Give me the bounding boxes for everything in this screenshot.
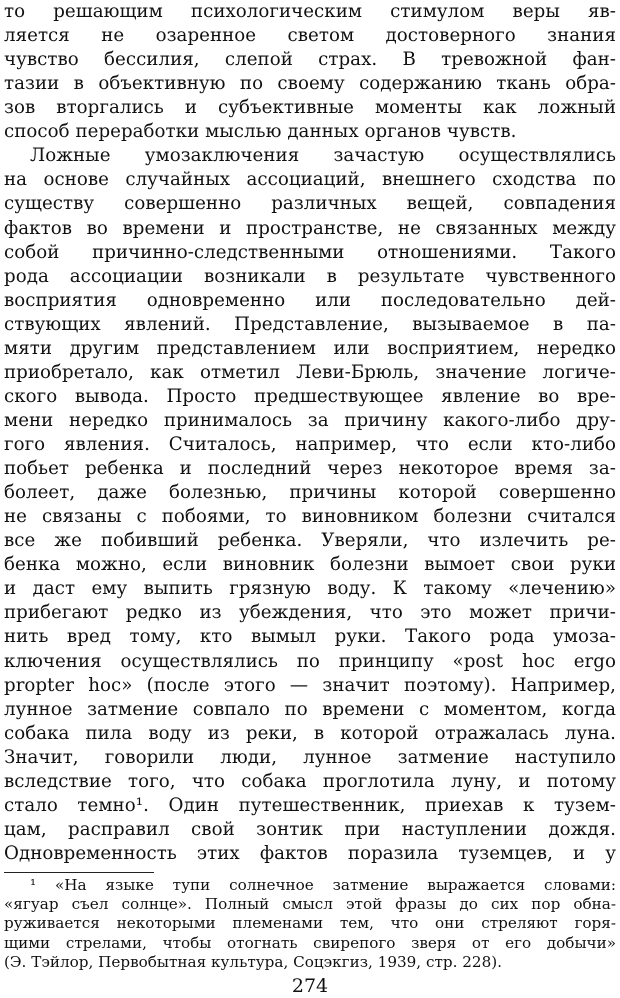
text-line: рода ассоциации возникали в результате чувственного [4,265,616,287]
text-line: ключения осуществлялись по принципу «post hoc ergo [4,650,616,672]
text-line: Значит, говорили люди, лунное затмение наступило [4,746,616,768]
text-line: все же побивший ребенка. Уверяли, что излечить ре- [4,530,616,552]
text-line: мяти другим представлением или восприятием, нередко [4,337,616,359]
text-line: лунное затмение совпало по времени с моментом, когда [4,698,616,720]
text-line: стало темно¹. Один путешественник, приехав к тузем- [4,794,616,816]
text-line: и даст ему выпить грязную воду. К такому «лечению» [4,578,616,600]
footnote-line: (Э. Тэйлор, Первобытная культура, Соцэкгиз, 1939, стр. 228). [4,952,502,971]
footnote-line: щими стрелами, чтобы отогнать свирепого зверя от его добычи» [4,933,616,952]
text-line: собой причинно-следственными отношениями. Такого [4,241,616,263]
text-line: чувство бессилия, слепой страх. В тревожной фан- [4,49,616,71]
text-line: бенка можно, если виновник болезни вымоет свои руки [4,554,616,576]
text-line: побьет ребенка и последний через некоторое время за- [4,458,616,480]
text-line: существу совершенно различных вещей, совпадения [4,193,616,215]
text-line: зов вторгались и субъективные моменты как ложный [4,97,616,119]
page-number: 274 [291,975,329,998]
text-line: собака пила воду из реки, в которой отражалась луна. [4,722,616,744]
text-line: то решающим психологическим стимулом веры яв- [4,1,616,22]
footnote-line: «ягуар съел солнце». Полный смысл этой фразы до сих пор обна- [4,895,616,914]
footnote-divider [4,872,154,873]
text-line: Ложные умозаключения зачастую осуществлялись [30,145,616,167]
text-line: вследствие того, что собака проглотила луну, и потому [4,770,616,792]
text-line: способ переработки мыслью данных органов чувств. [4,121,517,143]
text-line: болеет, даже болезнью, причины которой совершенно [4,482,616,504]
text-line: прибегают редко из убеждения, что это может причи- [4,602,616,624]
footnote-line: ¹ «На языке тупи солнечное затмение выражается словами: [30,876,616,895]
text-line: мени нередко принималось за причину какого-либо дру- [4,409,616,431]
text-line: гого явления. Считалось, например, что если кто-либо [4,434,616,456]
text-line: на основе случайных ассоциаций, внешнего сходства по [4,169,616,191]
text-line: тазии в объективную по своему содержанию ткань обра- [4,73,616,95]
text-line: фактов во времени и пространстве, не связанных между [4,217,616,239]
text-line: ского вывода. Просто предшествующее явление во вре- [4,385,616,407]
text-line: Одновременность этих фактов поразила туземцев, и у [4,843,616,864]
text-line: ствующих явлений. Представление, вызываемое в па- [4,313,616,335]
text-line: нить вред тому, кто вымыл руки. Такого рода умоза- [4,626,616,648]
footnote-line: руживается некоторыми племенами тем, что они стреляют горя- [4,914,616,933]
text-line: цам, расправил свой зонтик при наступлении дождя. [4,818,616,840]
text-line: не связаны с побоями, то виновником болезни считался [4,506,616,528]
text-line: propter hoc» (после этого — значит поэтому). Например, [4,674,616,696]
text-line: приобретало, как отметил Леви-Брюль, значение логиче- [4,361,616,383]
text-line: ляется не озаренное светом достоверного знания [4,25,616,47]
text-line: восприятия одновременно или последовательно дей- [4,289,616,311]
